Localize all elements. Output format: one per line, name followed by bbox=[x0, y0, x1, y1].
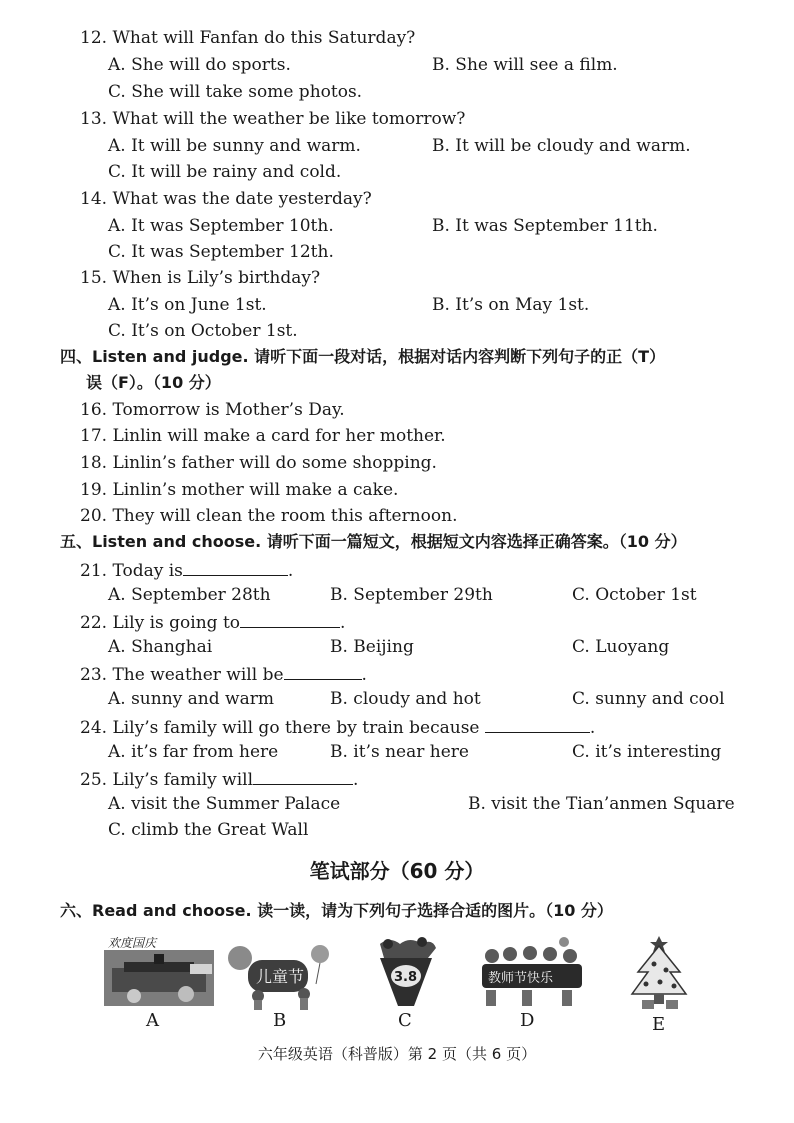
teachers-day-picture[interactable] bbox=[476, 934, 588, 1012]
question-22-option-c[interactable]: C. Luoyang bbox=[572, 637, 670, 657]
question-23-end: . bbox=[361, 665, 367, 685]
question-12-option-c[interactable]: C. She will take some photos. bbox=[108, 82, 363, 102]
picture-d-label: D bbox=[520, 1010, 535, 1031]
answer-blank[interactable] bbox=[253, 770, 353, 785]
christmas-tree-picture[interactable] bbox=[624, 934, 694, 1012]
picture-a-label: A bbox=[146, 1010, 159, 1031]
childrens-day-picture[interactable] bbox=[224, 934, 336, 1012]
question-23-text: 23. The weather will be bbox=[80, 665, 284, 685]
question-15-option-b[interactable]: B. It’s on May 1st. bbox=[432, 295, 590, 315]
written-part-title: 笔试部分（60 分） bbox=[309, 859, 485, 883]
question-23-option-a[interactable]: A. sunny and warm bbox=[108, 689, 274, 709]
question-24-stem bbox=[80, 718, 595, 737]
question-22-option-a[interactable]: A. Shanghai bbox=[108, 637, 213, 657]
question-14-option-a[interactable]: A. It was September 10th. bbox=[108, 216, 334, 236]
question-25-end: . bbox=[353, 770, 359, 790]
question-15-option-c[interactable]: C. It’s on October 1st. bbox=[108, 321, 298, 341]
section-6-heading: 六、Read and choose. 读一读，请为下列句子选择合适的图片。（10 分） bbox=[60, 901, 613, 920]
question-25-option-a[interactable]: A. visit the Summer Palace bbox=[108, 794, 341, 814]
section-4-heading-line-1: 四、Listen and judge. 请听下面一段对话，根据对话内容判断下列句子的正（T） bbox=[60, 347, 666, 366]
section-5-heading: 五、Listen and choose. 请听下面一篇短文，根据短文内容选择正确答案。（10 分） bbox=[60, 532, 687, 551]
question-22-end: . bbox=[340, 613, 346, 633]
question-13-stem: 13. What will the weather be like tomorrow? bbox=[80, 109, 466, 129]
question-14-option-c[interactable]: C. It was September 12th. bbox=[108, 242, 334, 262]
picture-e-label: E bbox=[652, 1014, 666, 1035]
question-22-text: 22. Lily is going to bbox=[80, 613, 241, 633]
question-23-option-b[interactable]: B. cloudy and hot bbox=[330, 689, 481, 709]
question-13-option-c[interactable]: C. It will be rainy and cold. bbox=[108, 162, 342, 182]
question-25-option-c[interactable]: C. climb the Great Wall bbox=[108, 820, 309, 840]
question-21-stem bbox=[80, 561, 293, 580]
judge-item-16: 16. Tomorrow is Mother’s Day. bbox=[80, 400, 345, 420]
judge-item-19: 19. Linlin’s mother will make a cake. bbox=[80, 480, 399, 500]
question-21-option-c[interactable]: C. October 1st bbox=[572, 585, 697, 605]
question-21-end: . bbox=[287, 561, 294, 581]
question-25-option-b[interactable]: B. visit the Tian’anmen Square bbox=[468, 794, 735, 814]
section-4-heading-line-2: 误（F）。（10 分） bbox=[86, 373, 221, 392]
picture-c-caption: 3.8 bbox=[394, 970, 418, 985]
question-13-option-a[interactable]: A. It will be sunny and warm. bbox=[108, 136, 361, 156]
question-21-option-b[interactable]: B. September 29th bbox=[330, 585, 493, 605]
question-24-end: . bbox=[589, 718, 596, 738]
question-23-option-c[interactable]: C. sunny and cool bbox=[572, 689, 725, 709]
question-23-stem bbox=[80, 665, 367, 684]
picture-b-label: B bbox=[273, 1010, 287, 1031]
question-14-stem: 14. What was the date yesterday? bbox=[80, 189, 372, 209]
question-21-option-a[interactable]: A. September 28th bbox=[108, 585, 271, 605]
national-day-picture[interactable] bbox=[104, 934, 214, 1012]
picture-c-label: C bbox=[398, 1010, 412, 1031]
question-14-option-b[interactable]: B. It was September 11th. bbox=[432, 216, 658, 236]
question-24-option-c[interactable]: C. it’s interesting bbox=[572, 742, 722, 762]
judge-item-20: 20. They will clean the room this afternoon. bbox=[80, 506, 458, 526]
picture-d-caption: 教师节快乐 bbox=[488, 971, 554, 986]
question-13-option-b[interactable]: B. It will be cloudy and warm. bbox=[432, 136, 691, 156]
question-12-stem: 12. What will Fanfan do this Saturday? bbox=[80, 28, 416, 48]
question-24-text: 24. Lily’s family will go there by train because bbox=[80, 718, 480, 738]
question-25-text: 25. Lily’s family will bbox=[80, 770, 254, 790]
page-footer: 六年级英语（科普版）第 2 页（共 6 页） bbox=[257, 1045, 537, 1063]
womens-day-picture[interactable] bbox=[370, 934, 442, 1012]
judge-item-18: 18. Linlin’s father will do some shopping. bbox=[80, 453, 437, 473]
question-25-stem bbox=[80, 770, 358, 789]
picture-b-caption: 儿童节 bbox=[256, 967, 305, 986]
question-15-option-a[interactable]: A. It’s on June 1st. bbox=[108, 295, 267, 315]
answer-blank[interactable] bbox=[183, 561, 288, 576]
question-22-stem bbox=[80, 613, 345, 632]
question-24-option-b[interactable]: B. it’s near here bbox=[330, 742, 469, 762]
question-24-option-a[interactable]: A. it’s far from here bbox=[108, 742, 279, 762]
question-22-option-b[interactable]: B. Beijing bbox=[330, 637, 414, 657]
question-21-text: 21. Today is bbox=[80, 561, 183, 581]
question-15-stem: 15. When is Lily’s birthday? bbox=[80, 268, 321, 288]
answer-blank[interactable] bbox=[284, 665, 362, 680]
answer-blank[interactable] bbox=[240, 613, 340, 628]
question-12-option-a[interactable]: A. She will do sports. bbox=[108, 55, 291, 75]
picture-a-caption: 欢度国庆 bbox=[108, 936, 157, 950]
question-12-option-b[interactable]: B. She will see a film. bbox=[432, 55, 618, 75]
answer-blank[interactable] bbox=[485, 718, 590, 733]
judge-item-17: 17. Linlin will make a card for her mother. bbox=[80, 426, 446, 446]
